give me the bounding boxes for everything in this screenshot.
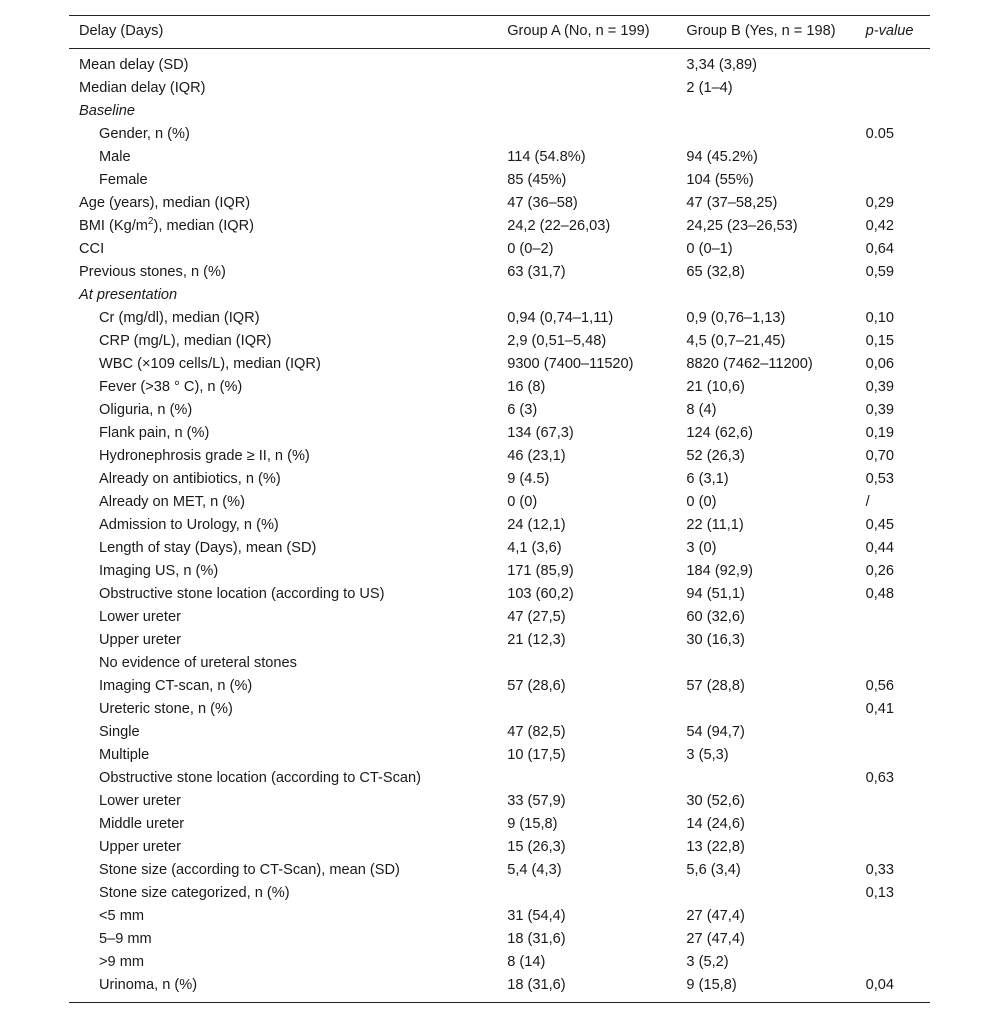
group-a-value — [507, 49, 686, 78]
row-label: WBC (×109 cells/L), median (IQR) — [99, 356, 321, 372]
p-value — [866, 629, 930, 652]
p-value: 0,13 — [865, 885, 895, 901]
group-b-value: 27 (47,4) — [686, 908, 745, 924]
row-label: 5–9 mm — [99, 931, 152, 947]
table-row — [69, 399, 930, 422]
group-a-value: 57 (28,6) — [507, 678, 566, 694]
table-row — [69, 560, 930, 583]
p-value — [866, 790, 930, 813]
group-a-value: 18 (31,6) — [507, 931, 566, 947]
group-b-value: 27 (47,4) — [686, 931, 745, 947]
group-b-value: 124 (62,6) — [686, 425, 753, 441]
p-value: 0,44 — [865, 540, 895, 556]
table-row — [69, 491, 930, 514]
group-a-value: 9 (4.5) — [507, 471, 550, 487]
group-a-value: 10 (17,5) — [507, 747, 566, 763]
table-row — [69, 836, 930, 859]
table-row — [69, 169, 930, 192]
group-a-value — [507, 767, 686, 790]
row-label: Upper ureter — [99, 632, 181, 648]
table-row — [69, 261, 930, 284]
p-value — [866, 169, 930, 192]
group-a-value: 47 (27,5) — [507, 609, 566, 625]
bmi-label-end: ), median (IQR) — [153, 218, 255, 234]
group-a-value: 6 (3) — [507, 402, 538, 418]
p-value — [866, 951, 930, 974]
header-group-a: Group A (No, n = 199) — [507, 23, 650, 39]
group-b-value: 94 (45.2%) — [686, 149, 758, 165]
table-row — [69, 675, 930, 698]
group-b-value: 21 (10,6) — [686, 379, 745, 395]
row-label: Male — [99, 149, 131, 165]
group-a-value: 0 (0–2) — [507, 241, 554, 257]
group-b-value: 3 (5,2) — [686, 954, 729, 970]
p-value: 0,33 — [865, 862, 895, 878]
table-row — [69, 606, 930, 629]
group-a-value — [507, 100, 686, 123]
group-b-value: 60 (32,6) — [686, 609, 745, 625]
table-row — [69, 652, 930, 675]
group-a-value: 16 (8) — [507, 379, 546, 395]
row-label: Gender, n (%) — [99, 126, 190, 142]
section-row-baseline — [69, 100, 930, 123]
results-table-container — [69, 15, 930, 1003]
group-b-value: 0,9 (0,76–1,13) — [686, 310, 786, 326]
section-heading: Baseline — [79, 103, 135, 119]
bmi-label-superscript: 2 — [147, 216, 154, 228]
group-b-value: 65 (32,8) — [686, 264, 745, 280]
p-value — [866, 146, 930, 169]
table-row — [69, 767, 930, 790]
p-value — [866, 49, 930, 78]
group-b-value: 3 (5,3) — [686, 747, 729, 763]
group-a-value: 4,1 (3,6) — [507, 540, 562, 556]
table-row — [69, 744, 930, 767]
p-value — [866, 721, 930, 744]
row-label: Urinoma, n (%) — [99, 977, 198, 993]
group-b-value: 6 (3,1) — [686, 471, 729, 487]
group-a-value: 46 (23,1) — [507, 448, 566, 464]
table-row — [69, 238, 930, 261]
row-label: Already on antibiotics, n (%) — [99, 471, 281, 487]
row-label: Imaging US, n (%) — [99, 563, 219, 579]
group-b-value — [686, 767, 865, 790]
table-row — [69, 905, 930, 928]
group-b-value: 24,25 (23–26,53) — [686, 218, 798, 234]
p-value: 0,53 — [865, 471, 895, 487]
group-a-value: 134 (67,3) — [507, 425, 574, 441]
table-row — [69, 882, 930, 905]
row-label: Multiple — [99, 747, 150, 763]
group-b-value: 8820 (7462–11200) — [686, 356, 813, 372]
group-b-value — [686, 652, 865, 675]
group-b-value: 184 (92,9) — [686, 563, 753, 579]
group-a-value: 114 (54.8%) — [507, 149, 586, 165]
group-b-value: 94 (51,1) — [686, 586, 745, 602]
row-label: Stone size categorized, n (%) — [99, 885, 290, 901]
table-row — [69, 813, 930, 836]
group-a-value: 21 (12,3) — [507, 632, 566, 648]
p-value — [866, 905, 930, 928]
group-a-value — [507, 123, 686, 146]
group-b-value — [686, 882, 865, 905]
row-label: <5 mm — [99, 908, 145, 924]
p-value: / — [865, 494, 870, 510]
p-value — [866, 744, 930, 767]
table-row — [69, 77, 930, 100]
group-a-value — [507, 698, 686, 721]
group-b-value: 3,34 (3,89) — [686, 57, 758, 73]
table-row — [69, 422, 930, 445]
group-a-value: 15 (26,3) — [507, 839, 566, 855]
group-b-value: 14 (24,6) — [686, 816, 745, 832]
row-label: Lower ureter — [99, 793, 181, 809]
group-b-value — [686, 698, 865, 721]
group-b-value — [686, 123, 865, 146]
row-label: CRP (mg/L), median (IQR) — [99, 333, 272, 349]
p-value: 0.05 — [865, 126, 895, 142]
table-row — [69, 698, 930, 721]
table-row — [69, 468, 930, 491]
table-row — [69, 307, 930, 330]
row-label: Mean delay (SD) — [79, 57, 189, 73]
group-a-value: 2,9 (0,51–5,48) — [507, 333, 607, 349]
row-label: Previous stones, n (%) — [79, 264, 226, 280]
p-value: 0,48 — [865, 586, 895, 602]
table-row — [69, 537, 930, 560]
table-row — [69, 192, 930, 215]
group-a-value: 9300 (7400–11520) — [507, 356, 634, 372]
group-a-value: 47 (82,5) — [507, 724, 566, 740]
p-value: 0,70 — [865, 448, 895, 464]
row-label: Already on MET, n (%) — [99, 494, 245, 510]
table-row — [69, 859, 930, 882]
table-row — [69, 445, 930, 468]
group-a-value: 8 (14) — [507, 954, 546, 970]
group-b-value: 52 (26,3) — [686, 448, 745, 464]
table-header-row — [69, 16, 930, 49]
group-b-value: 2 (1–4) — [686, 80, 733, 96]
p-value — [866, 284, 930, 307]
row-label — [69, 215, 507, 238]
row-label: Flank pain, n (%) — [99, 425, 210, 441]
group-a-value: 9 (15,8) — [507, 816, 558, 832]
row-label: No evidence of ureteral stones — [99, 655, 297, 671]
p-value: 0,39 — [865, 379, 895, 395]
p-value — [866, 606, 930, 629]
group-b-value: 0 (0–1) — [686, 241, 733, 257]
table-row — [69, 583, 930, 606]
group-b-value: 57 (28,8) — [686, 678, 745, 694]
p-value: 0,10 — [865, 310, 895, 326]
row-label: Hydronephrosis grade ≥ II, n (%) — [99, 448, 310, 464]
table-row — [69, 928, 930, 951]
table-row — [69, 215, 930, 238]
group-b-value: 22 (11,1) — [686, 517, 744, 533]
p-value — [866, 836, 930, 859]
p-value: 0,06 — [865, 356, 895, 372]
row-label: Length of stay (Days), mean (SD) — [99, 540, 317, 556]
table-row — [69, 376, 930, 399]
row-label: Stone size (according to CT-Scan), mean (SD) — [99, 862, 400, 878]
p-value: 0,26 — [865, 563, 895, 579]
row-label: CCI — [79, 241, 105, 257]
group-a-value — [507, 882, 686, 905]
group-a-value: 103 (60,2) — [507, 586, 574, 602]
table-row — [69, 629, 930, 652]
p-value: 0,04 — [865, 977, 895, 993]
row-label: Female — [99, 172, 148, 188]
table-row — [69, 330, 930, 353]
p-value — [866, 813, 930, 836]
p-value: 0,15 — [865, 333, 895, 349]
row-label: Fever (>38 ° C), n (%) — [99, 379, 243, 395]
group-b-value: 9 (15,8) — [686, 977, 737, 993]
group-a-value: 18 (31,6) — [507, 977, 566, 993]
row-label: Lower ureter — [99, 609, 181, 625]
p-value: 0,45 — [865, 517, 895, 533]
row-label: Cr (mg/dl), median (IQR) — [99, 310, 260, 326]
row-label: Median delay (IQR) — [79, 80, 206, 96]
table-row — [69, 790, 930, 813]
row-label: Single — [99, 724, 140, 740]
group-b-value: 4,5 (0,7–21,45) — [686, 333, 786, 349]
group-b-value: 0 (0) — [686, 494, 717, 510]
p-value: 0,41 — [865, 701, 895, 717]
group-b-value: 5,6 (3,4) — [686, 862, 741, 878]
p-value — [866, 77, 930, 100]
group-a-value: 24,2 (22–26,03) — [507, 218, 611, 234]
p-value — [866, 652, 930, 675]
group-a-value: 31 (54,4) — [507, 908, 566, 924]
table-row — [69, 353, 930, 376]
table-row — [69, 123, 930, 146]
header-p-value: p-value — [865, 23, 914, 39]
group-a-value: 85 (45%) — [507, 172, 567, 188]
results-table — [69, 15, 930, 1003]
section-row-at-presentation — [69, 284, 930, 307]
group-b-value — [686, 100, 865, 123]
group-a-value — [507, 652, 686, 675]
group-b-value: 47 (37–58,25) — [686, 195, 778, 211]
table-row — [69, 721, 930, 744]
group-a-value — [507, 284, 686, 307]
row-label: Middle ureter — [99, 816, 185, 832]
row-label: >9 mm — [99, 954, 145, 970]
p-value: 0,39 — [865, 402, 895, 418]
row-label: Obstructive stone location (according to US) — [99, 586, 385, 602]
group-b-value: 104 (55%) — [686, 172, 754, 188]
p-value — [866, 928, 930, 951]
group-b-value: 3 (0) — [686, 540, 717, 556]
section-heading: At presentation — [79, 287, 178, 303]
p-value: 0,56 — [865, 678, 895, 694]
group-b-value: 30 (16,3) — [686, 632, 745, 648]
row-label: Imaging CT-scan, n (%) — [99, 678, 253, 694]
p-value — [866, 100, 930, 123]
row-label: Age (years), median (IQR) — [79, 195, 251, 211]
p-value: 0,19 — [865, 425, 895, 441]
group-a-value: 33 (57,9) — [507, 793, 566, 809]
p-value: 0,42 — [865, 218, 895, 234]
group-b-value — [686, 284, 865, 307]
table-row — [69, 514, 930, 537]
group-b-value: 54 (94,7) — [686, 724, 745, 740]
group-a-value: 171 (85,9) — [507, 563, 574, 579]
row-label: Admission to Urology, n (%) — [99, 517, 279, 533]
group-a-value: 63 (31,7) — [507, 264, 566, 280]
p-value: 0,29 — [865, 195, 895, 211]
header-delay-days: Delay (Days) — [79, 23, 164, 39]
row-label: Upper ureter — [99, 839, 181, 855]
group-a-value: 47 (36–58) — [507, 195, 578, 211]
p-value: 0,59 — [865, 264, 895, 280]
table-row — [69, 146, 930, 169]
table-row — [69, 974, 930, 1003]
group-a-value: 0 (0) — [507, 494, 538, 510]
p-value: 0,64 — [865, 241, 895, 257]
group-b-value: 13 (22,8) — [686, 839, 745, 855]
header-group-b: Group B (Yes, n = 198) — [686, 23, 836, 39]
row-label: Ureteric stone, n (%) — [99, 701, 233, 717]
group-a-value: 24 (12,1) — [507, 517, 566, 533]
group-b-value: 8 (4) — [686, 402, 717, 418]
group-a-value — [507, 77, 686, 100]
table-row — [69, 951, 930, 974]
row-label: Obstructive stone location (according to CT-Scan) — [99, 770, 422, 786]
group-a-value: 5,4 (4,3) — [507, 862, 562, 878]
group-b-value: 30 (52,6) — [686, 793, 745, 809]
p-value: 0,63 — [865, 770, 895, 786]
group-a-value: 0,94 (0,74–1,11) — [507, 310, 614, 326]
bmi-label-start: BMI (Kg/m — [79, 218, 148, 234]
table-row — [69, 49, 930, 78]
row-label: Oliguria, n (%) — [99, 402, 193, 418]
